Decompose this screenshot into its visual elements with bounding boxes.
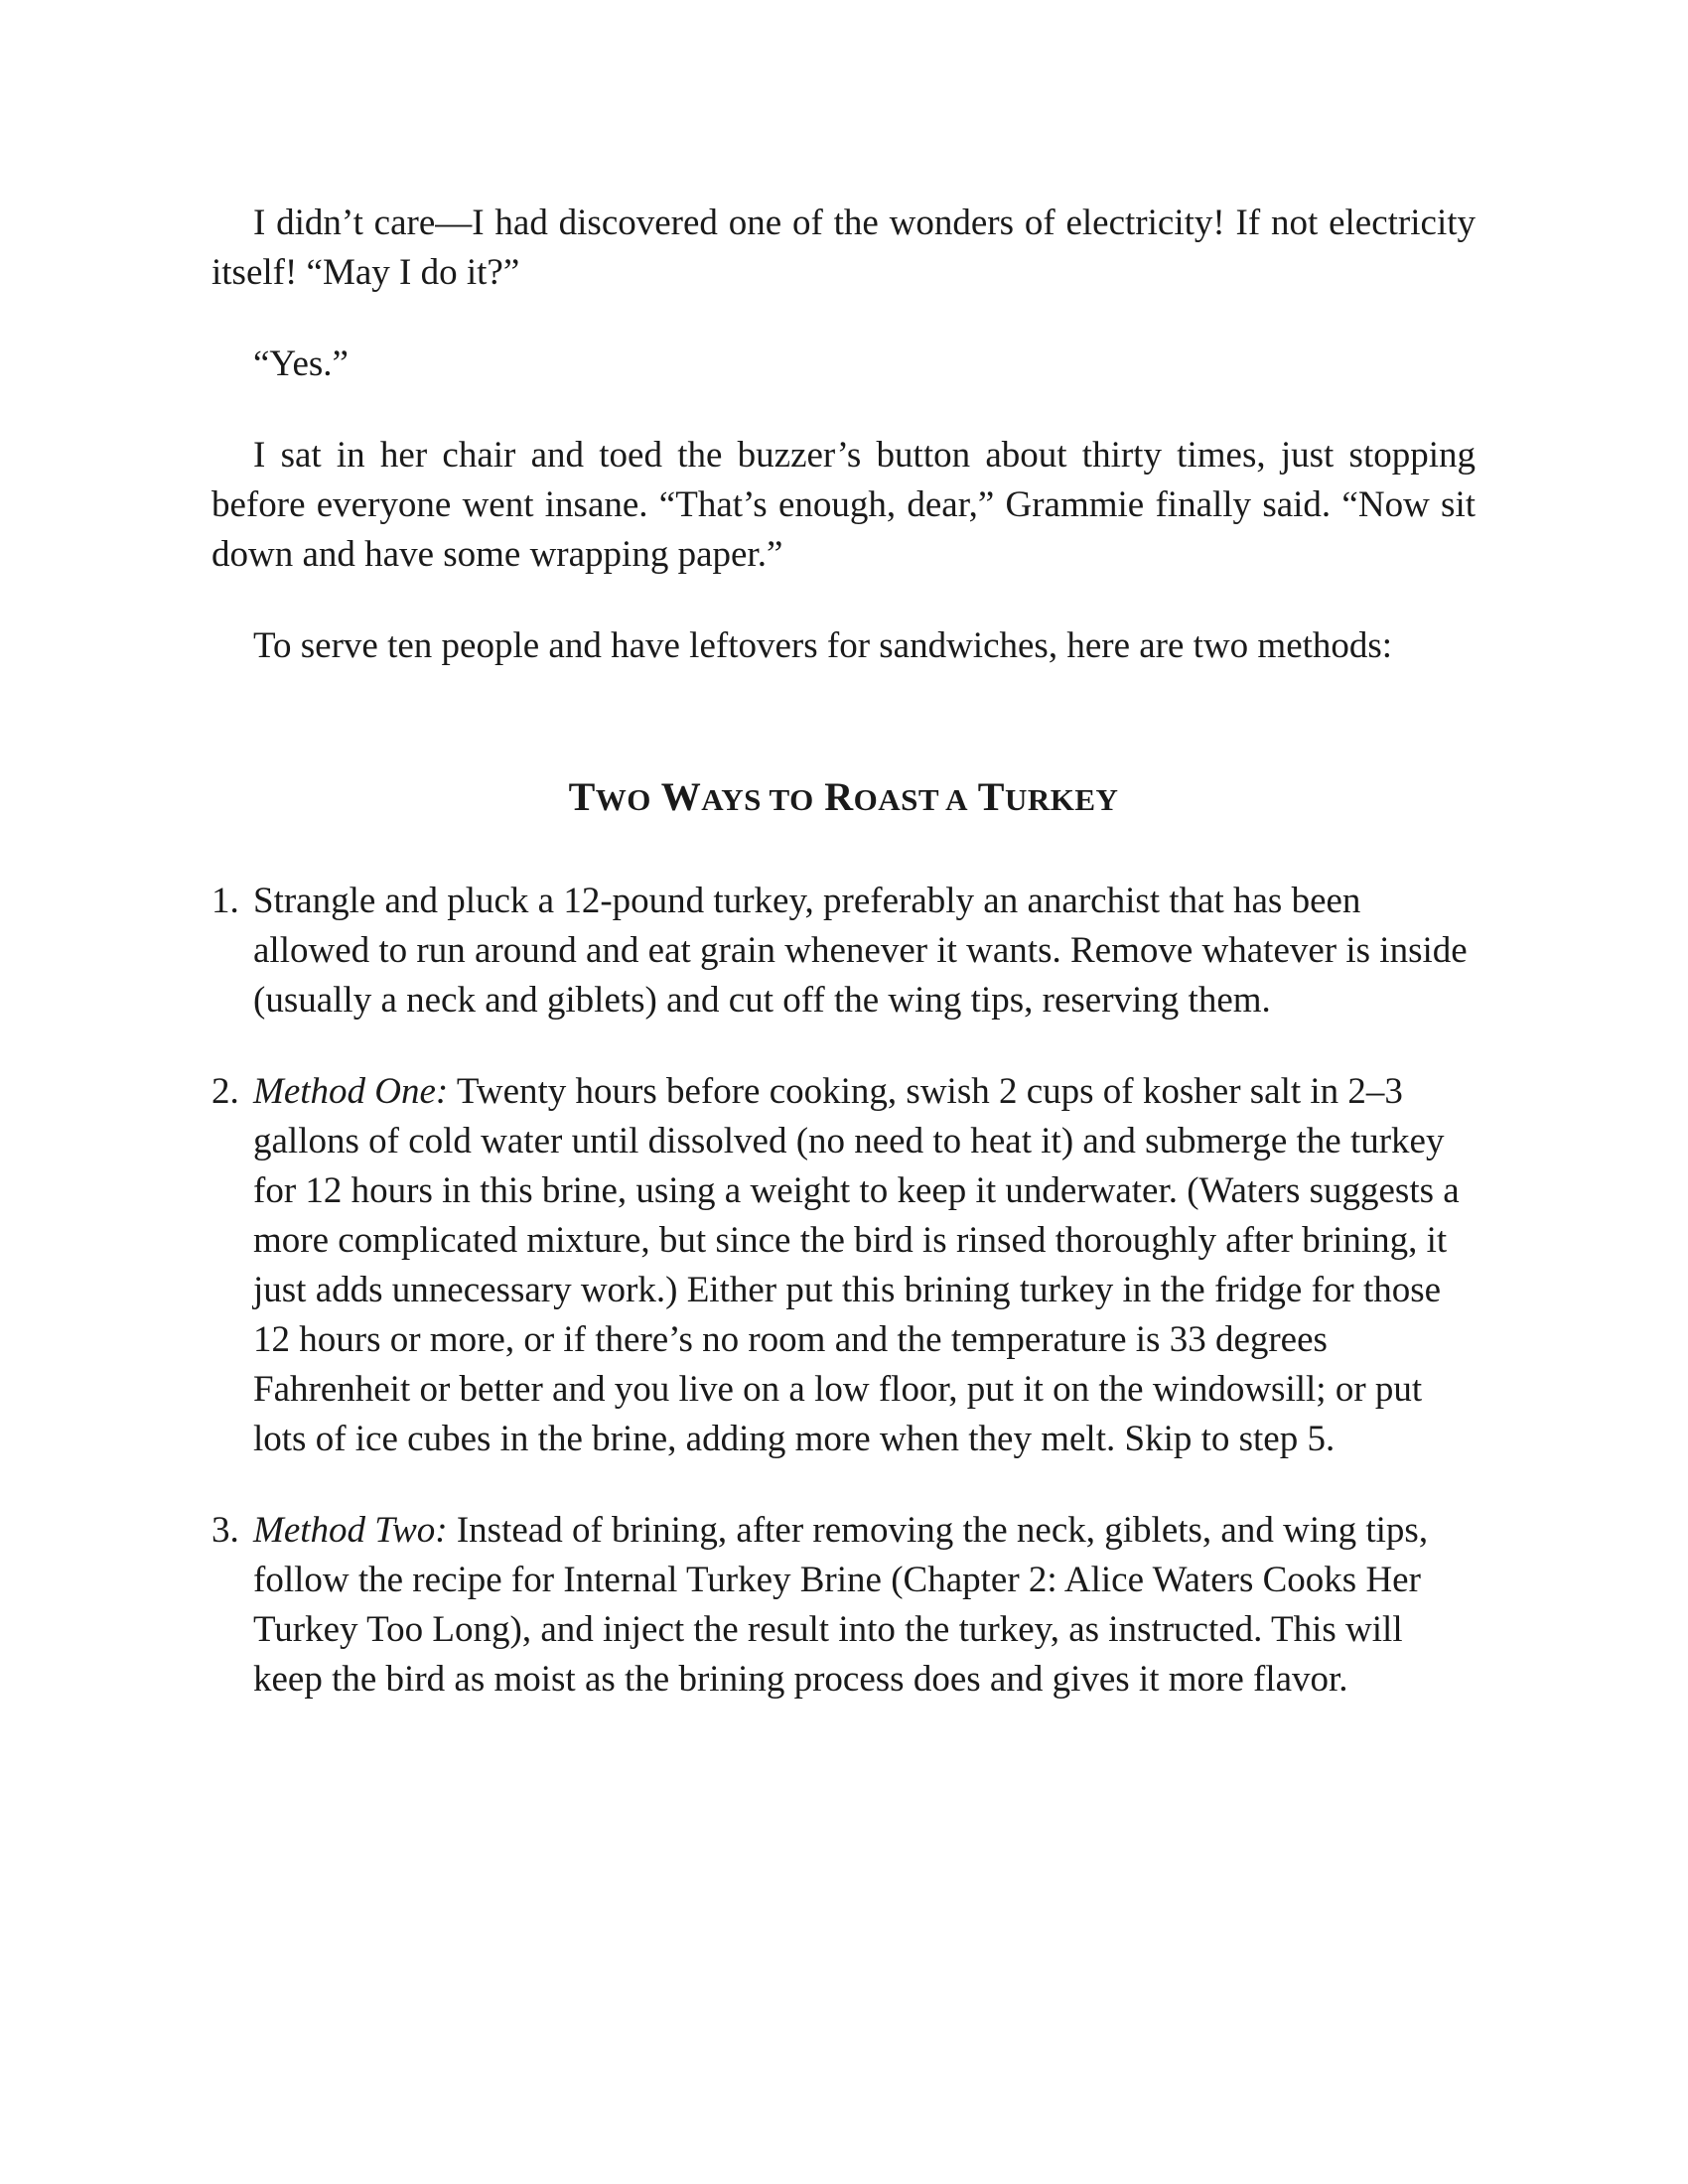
step-method-label: Method One:: [253, 1071, 449, 1112]
step-number: 3.: [211, 1510, 239, 1551]
step-text: Twenty hours before cooking, swish 2 cups of kosher salt in 2–3 gallons of cold water until dissolved (no need to heat it) and submerge the turkey for 12 hours in this brine, using a weight to keep it underwater. (Waters suggests a more complicated mixture, but since the bird is rinsed thoroughly after brining, it just adds unnecessary work.) Either put this brining turkey in the fridge for those 12 hours or more, or if there’s no room and the temperature is 33 degrees Fahrenheit or better and you live on a low floor, put it on the windowsill; or put lots of ice cubes in the brine, adding more when they melt. Skip to step 5.: [253, 1071, 1460, 1459]
step-method-label: Method Two:: [253, 1510, 448, 1551]
paragraph-electricity: I didn’t care—I had discovered one of the wonders of electricity! If not electricity itself! “May I do it?”: [211, 203, 1476, 293]
recipe-steps: [211, 877, 1476, 1705]
step-text: Strangle and pluck a 12-pound turkey, preferably an anarchist that has been allowed to run around and eat grain whenever it wants. Remove whatever is inside (usually a neck and giblets) and cut off the wing tips, reserving them.: [253, 881, 1468, 1021]
paragraph-buzzer: I sat in her chair and toed the buzzer’s button about thirty times, just stopping before everyone went insane. “That’s enough, dear,” Grammie finally said. “Now sit down and have some wrapping paper.”: [211, 435, 1476, 575]
title-word: TURKEY: [977, 774, 1119, 819]
paragraph-yes: “Yes.”: [253, 343, 349, 384]
title-word: WAYS TO: [660, 774, 814, 819]
step-text: Instead of brining, after removing the neck, giblets, and wing tips, follow the recipe for Internal Turkey Brine (Chapter 2: Alice Waters Cooks Her Turkey Too Long), and inject the result into the turkey, as instructed. This will keep the bird as moist as the brining process does and gives it more flavor.: [253, 1510, 1429, 1700]
recipe-step-3: [211, 1506, 1476, 1705]
paragraph-serve: To serve ten people and have leftovers for sandwiches, here are two methods:: [253, 625, 1393, 666]
step-number: 2.: [211, 1071, 239, 1112]
recipe-step-1: [211, 877, 1476, 1025]
step-number: 1.: [211, 881, 239, 921]
recipe-step-2: [211, 1067, 1476, 1464]
title-word: TWO: [568, 774, 651, 819]
recipe-title: [211, 772, 1476, 825]
title-word: ROAST A: [824, 774, 968, 819]
book-page: [211, 199, 1476, 1746]
